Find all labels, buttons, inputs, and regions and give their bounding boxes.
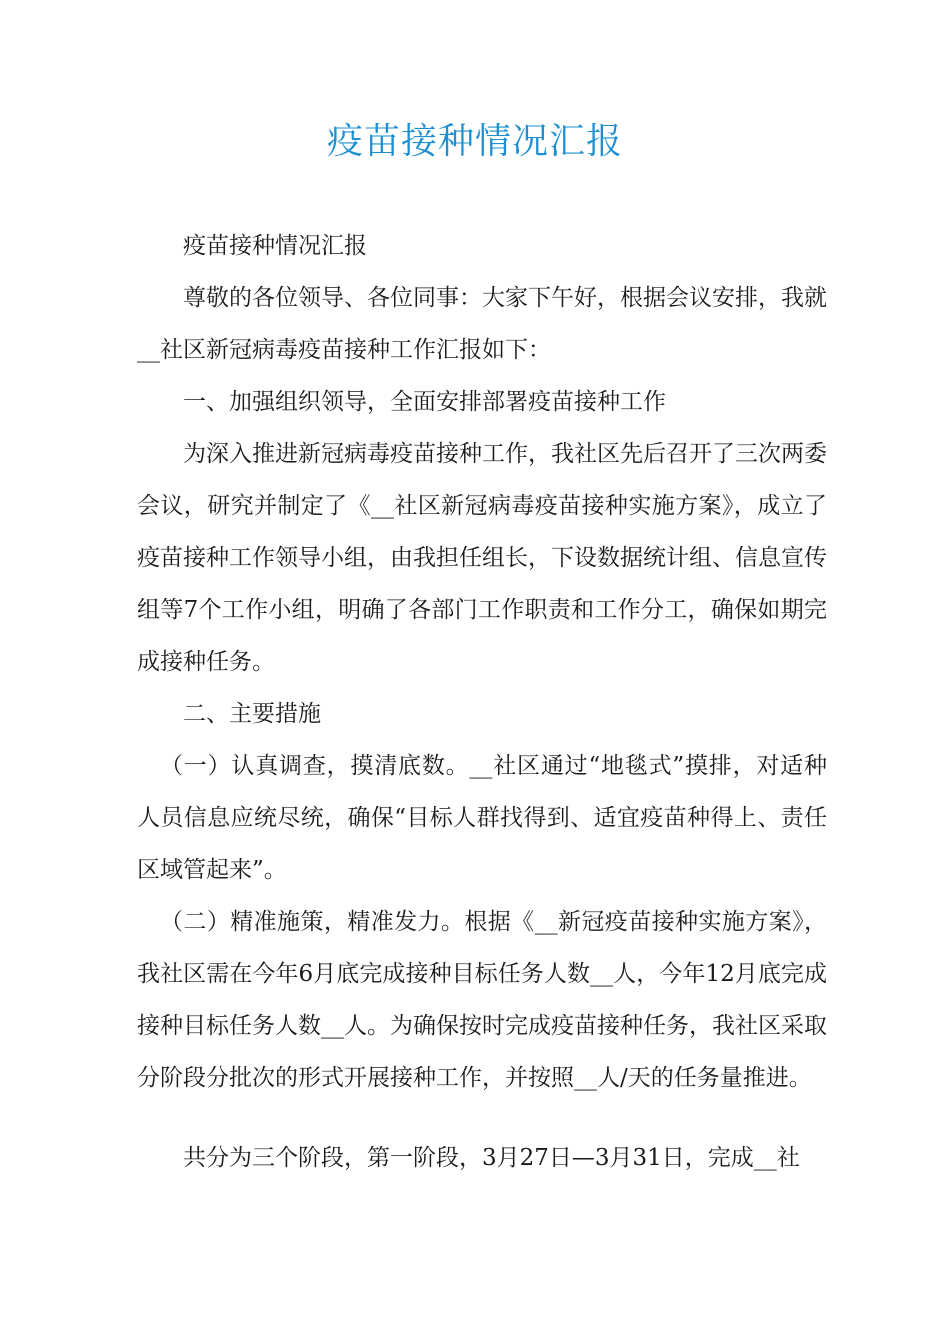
paragraph-measure-2: （二）精准施策，精准发力。根据《__新冠疫苗接种实施方案》，我社区需在今年6月底完成接种目标任务人数__人，今年12月底完成接种目标任务人数__人。为确保按时完成疫苗接种任务，我社区采取分阶段分批次的形式开展接种工作，并按照__人/天的任务量推进。 [137, 909, 827, 1091]
section-heading-1: 一、加强组织领导，全面安排部署疫苗接种工作 [183, 389, 666, 415]
paragraph-stages: 共分为三个阶段，第一阶段，3月27日—3月31日，完成__社 [183, 1145, 800, 1171]
paragraph-greeting: 尊敬的各位领导、各位同事：大家下午好，根据会议安排，我就__社区新冠病毒疫苗接种工作汇报如下： [137, 285, 827, 363]
paragraph-subtitle: 疫苗接种情况汇报 [183, 233, 367, 259]
paragraph-measure-1: （一）认真调查，摸清底数。__社区通过“地毯式”摸排，对适种人员信息应统尽统，确保“目标人群找得到、适宜疫苗种得上、责任区域管起来”。 [137, 753, 827, 883]
document-title: 疫苗接种情况汇报 [326, 121, 623, 162]
document-body [137, 220, 827, 1184]
section-heading-2: 二、主要措施 [183, 701, 321, 727]
paragraph-organization: 为深入推进新冠病毒疫苗接种工作，我社区先后召开了三次两委会议，研究并制定了《__社区新冠病毒疫苗接种实施方案》，成立了疫苗接种工作领导小组，由我担任组长，下设数据统计组、信息宣传组等7个工作小组，明确了各部门工作职责和工作分工，确保如期完成接种任务。 [137, 441, 827, 675]
